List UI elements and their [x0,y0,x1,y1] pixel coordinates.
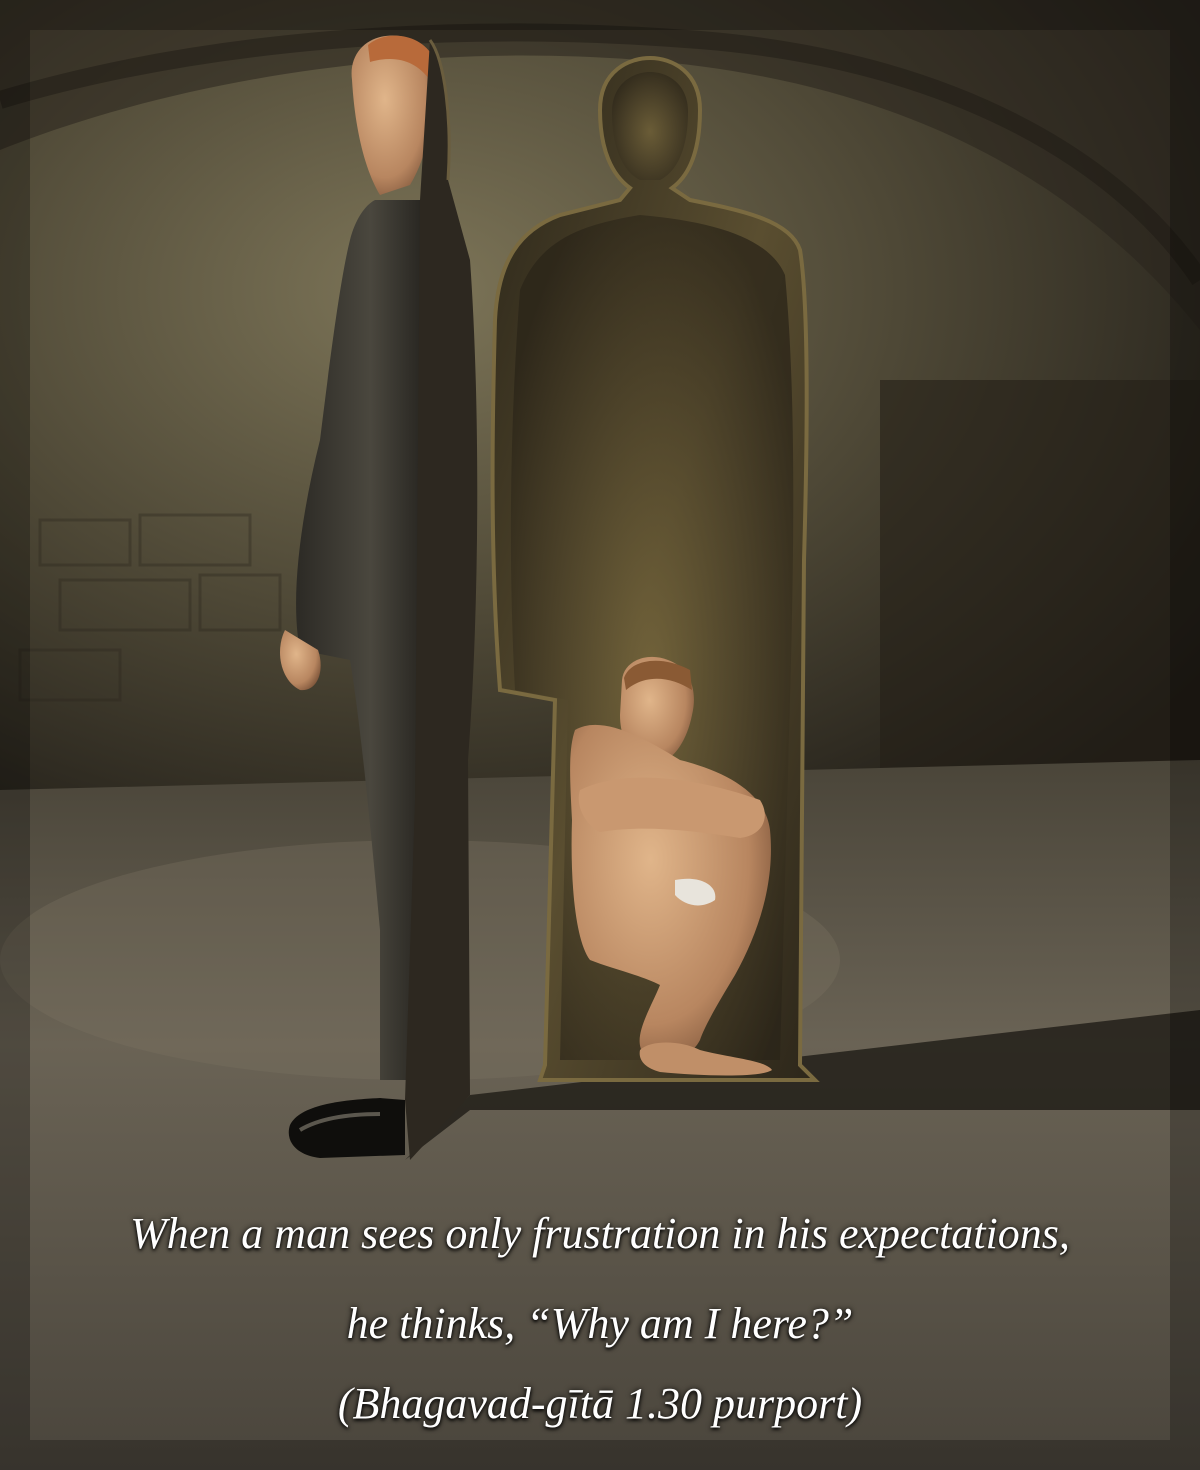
quote-source: (Bhagavad-gītā 1.30 purport) [337,1379,863,1428]
quote-line-1: When a man sees only frustration in his expectations, [130,1209,1070,1258]
quote-line-2: he thinks, “Why am I here?” [346,1299,854,1348]
